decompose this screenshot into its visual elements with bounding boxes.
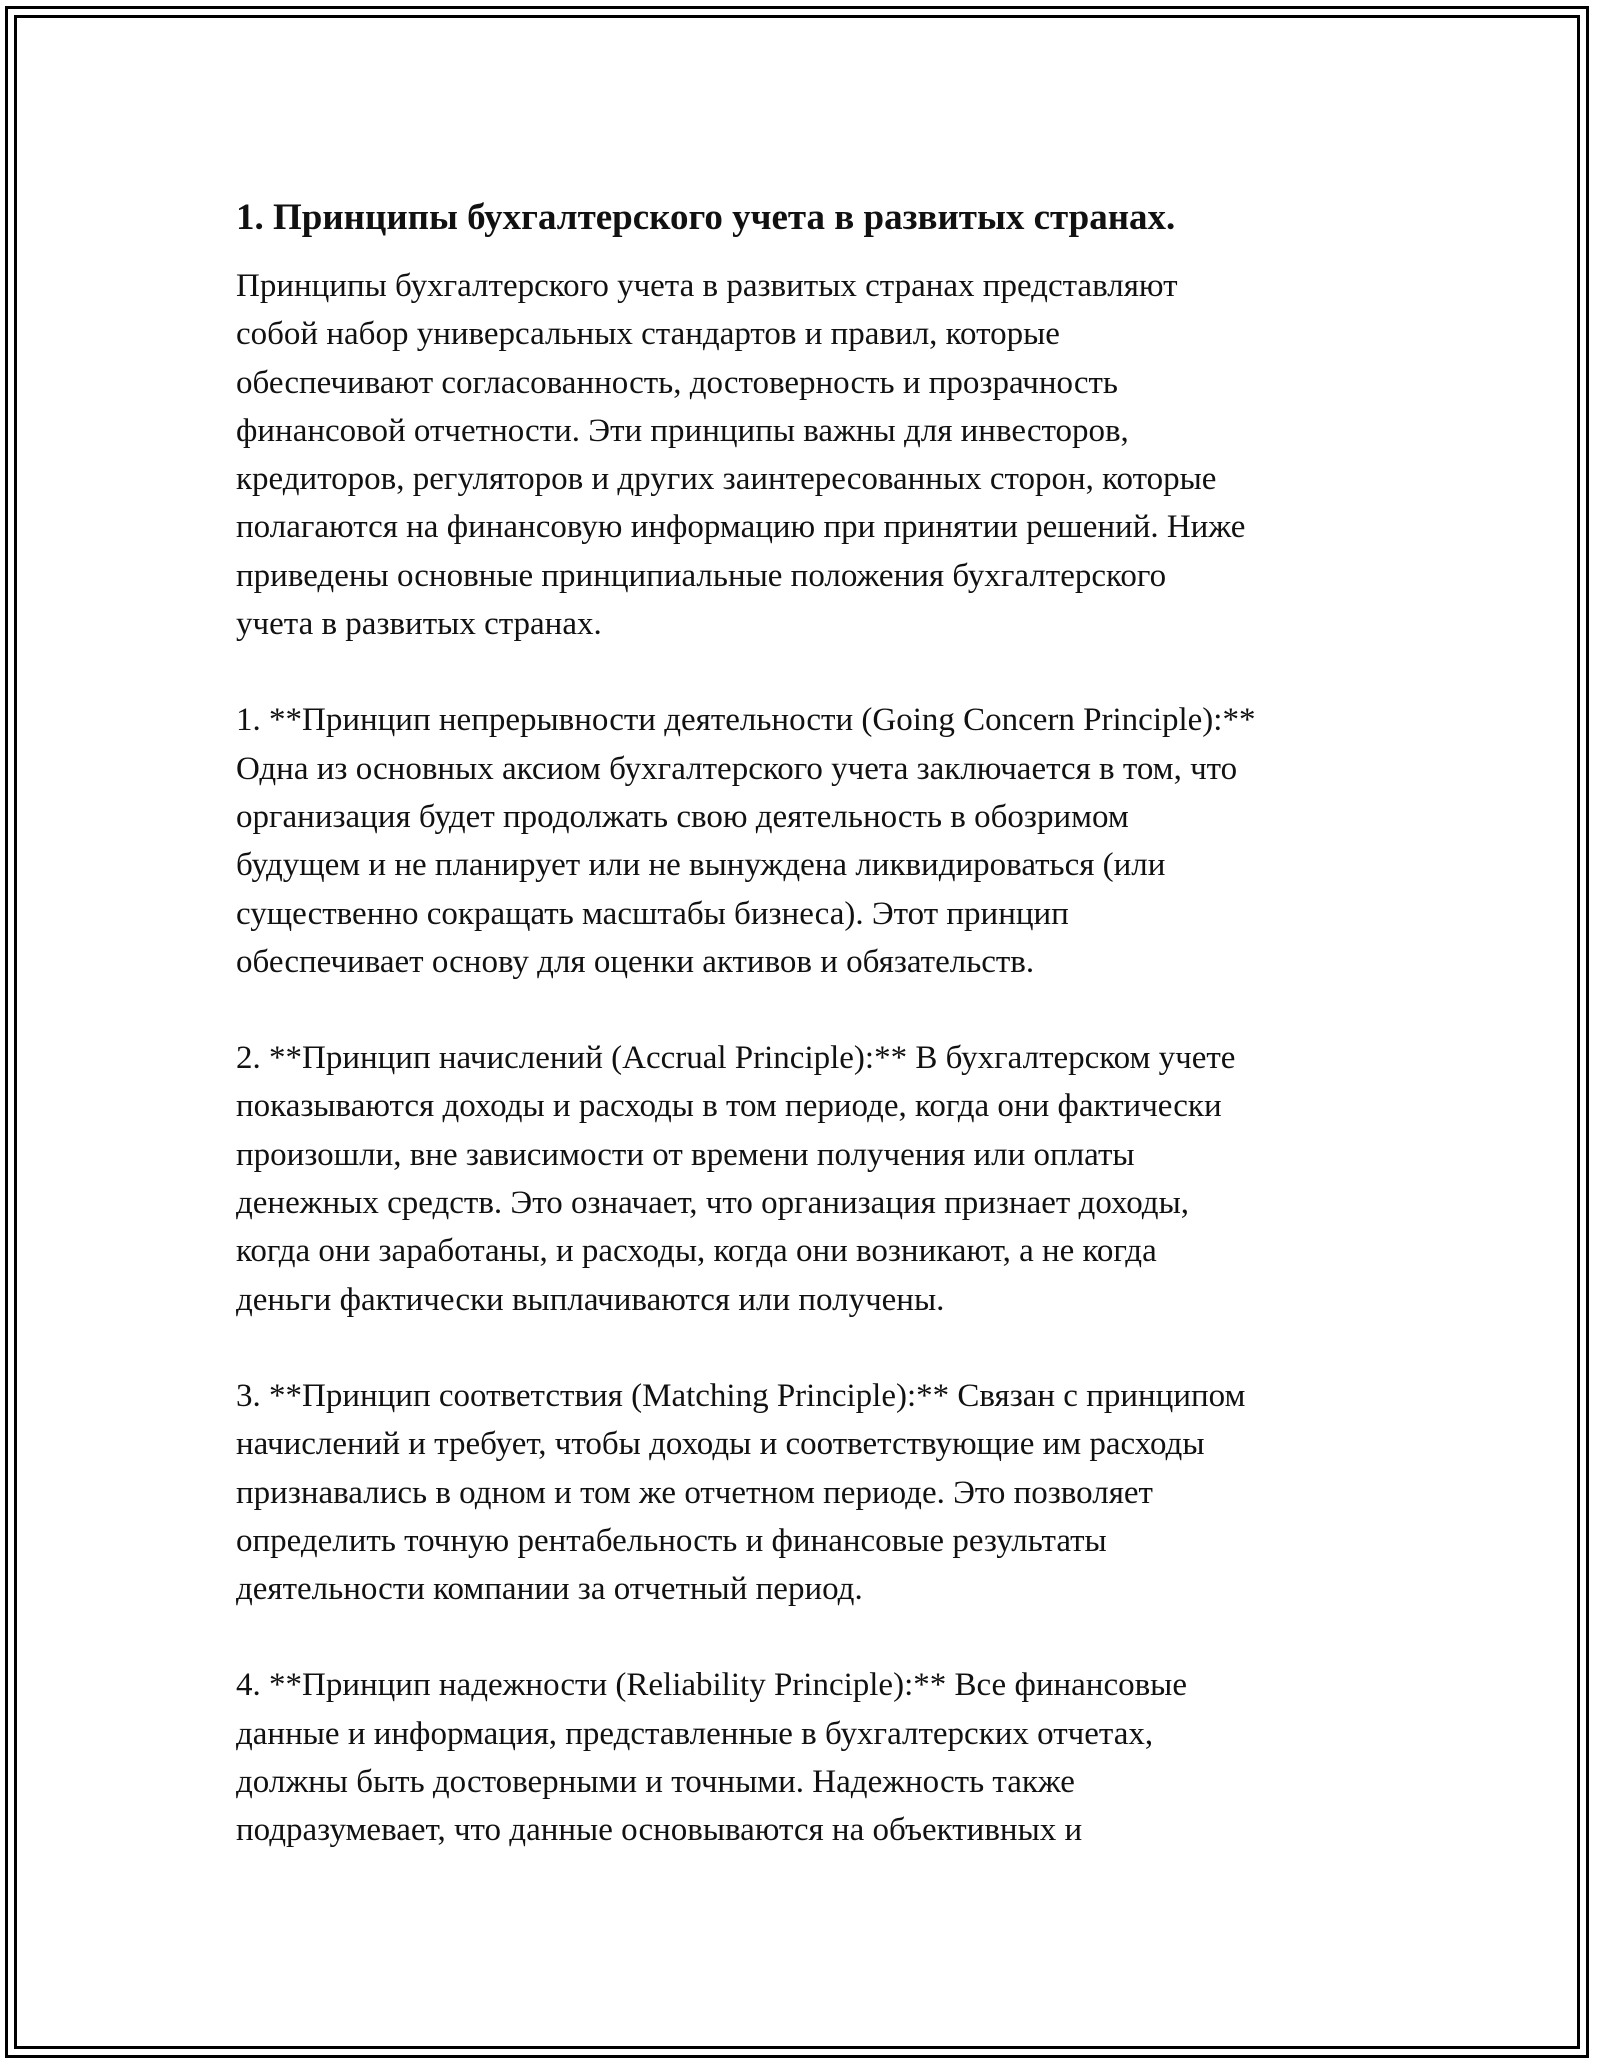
text-line: деньги фактически выплачиваются или получены. [236,1281,945,1318]
principle-reliability [236,1661,1416,1854]
principle-accrual [236,1034,1416,1324]
text-line: обеспечивают согласованность, достоверность и прозрачность [236,364,1118,401]
text-line: собой набор универсальных стандартов и правил, которые [236,316,1060,353]
text-line: учета в развитых странах. [236,606,602,643]
text-line: показываются доходы и расходы в том периоде, когда они фактически [236,1088,1222,1125]
text-line: приведены основные принципиальные положения бухгалтерского [236,557,1167,594]
document-body [236,186,1416,1855]
text-line: произошли, вне зависимости от времени получения или оплаты [236,1136,1135,1173]
text-line: Одна из основных аксиом бухгалтерского учета заключается в том, что [236,750,1238,787]
text-line: данные и информация, представленные в бухгалтерских отчетах, [236,1715,1154,1752]
text-line: деятельности компании за отчетный период. [236,1571,863,1608]
text-line: определить точную рентабельность и финансовые результаты [236,1522,1107,1559]
text-line: финансовой отчетности. Эти принципы важны для инвесторов, [236,412,1129,449]
text-line: будущем и не планирует или не вынуждена ликвидироваться (или [236,847,1166,884]
principle-matching [236,1372,1416,1613]
text-line: признавались в одном и том же отчетном периоде. Это позволяет [236,1474,1153,1511]
text-line: 3. **Принцип соответствия (Matching Principle):** Связан с принципом [236,1377,1246,1414]
text-line: 4. **Принцип надежности (Reliability Principle):** Все финансовые [236,1667,1188,1704]
text-line: когда они заработаны, и расходы, когда они возникают, а не когда [236,1233,1157,1270]
text-line: начислений и требует, чтобы доходы и соответствующие им расходы [236,1426,1205,1463]
principle-going-concern [236,696,1416,986]
text-line: организация будет продолжать свою деятельность в обозримом [236,798,1129,835]
text-line: существенно сокращать масштабы бизнеса). Этот принцип [236,895,1069,932]
text-line: 1. **Принцип непрерывности деятельности (Going Concern Principle):** [236,702,1256,739]
intro-paragraph [236,262,1416,648]
text-line: денежных средств. Это означает, что организация признает доходы, [236,1185,1190,1222]
text-line: полагаются на финансовую информацию при принятии решений. Ниже [236,509,1246,546]
section-heading: 1. Принципы бухгалтерского учета в развитых странах. [236,197,1176,238]
text-line: Принципы бухгалтерского учета в развитых странах представляют [236,268,1178,304]
text-line: обеспечивает основу для оценки активов и обязательств. [236,943,1035,980]
text-line: кредиторов, регуляторов и других заинтересованных сторон, которые [236,461,1217,498]
text-line: 2. **Принцип начислений (Accrual Principle):** В бухгалтерском учете [236,1040,1236,1077]
text-line: подразумевает, что данные основываются на объективных и [236,1812,1083,1849]
text-line: должны быть достоверными и точными. Надежность также [236,1764,1075,1801]
